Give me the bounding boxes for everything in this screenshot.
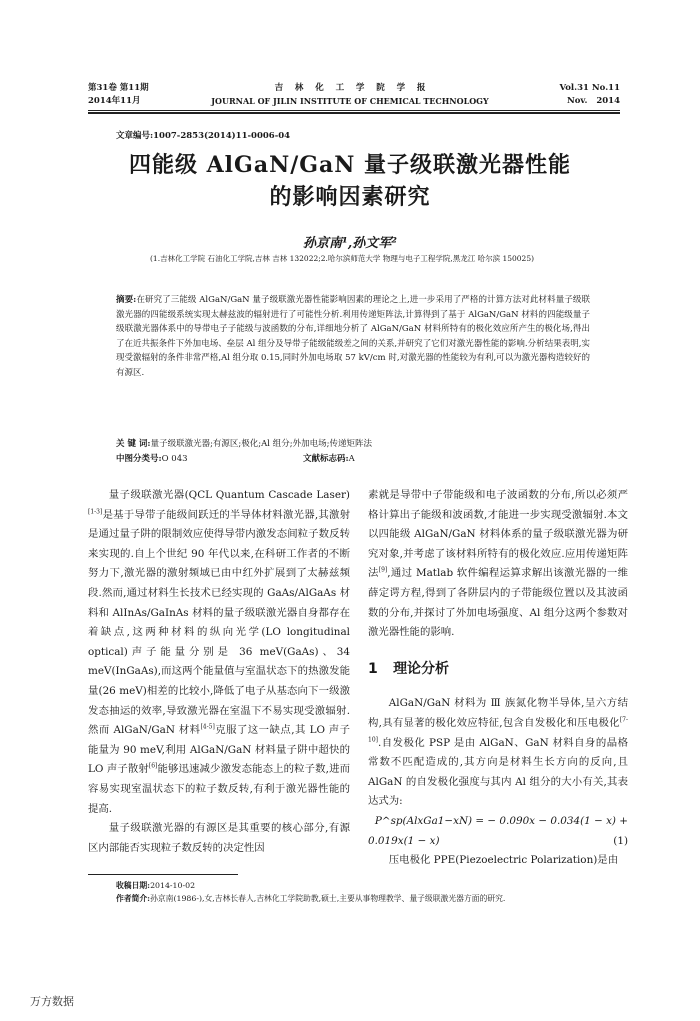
footnote-received [116,880,596,892]
section-title: 理论分析 [393,660,450,677]
equation-1-line1: P^sp(AlxGa1−xN) = − 0.090x − 0.034(1 − x) + [374,814,628,827]
bio-text: 孙京南(1986-),女,吉林长春人,吉林化工学院助教,硕士,主要从事物理教学、量子级联激光器方面的研究. [150,894,506,903]
doc-code-label: 文献标志码: [302,454,349,464]
classification-row [116,452,590,466]
date-en: Nov. 2014 [566,96,620,106]
journal-name-cn: 吉 林 化 工 学 院 学 报 [274,83,426,93]
citation-7-10: [7-10] [368,716,628,744]
header-rule-thick [88,112,620,114]
footnote-author-bio [116,893,596,905]
abstract-text: 在研究了三能级 AlGaN/GaN 量子级联激光器性能影响因素的理论之上,进一步采用了严格的计算方法对此材料量子级联激光器的四能级系统实现太赫兹波的辐射进行了可能性分析.利用传递矩阵法,计算得到了基于 AlGaN/GaN 材料的四能级量子级联激光器体系中的导带电子子能级与波函数的分布,详细地分析了 AlGaN/GaN 材料所特有的极化效应所产生的极化场,得出了在近共振条件下外加电场、垒层 Al 组分及导带子能级能级差之间的关系,并研究了它们对激光器性能的影响.分析结果表明,实现受激辐射的条件非常严格,Al 组分取 0.15,同时外加电场取 57 kV/cm 时,对激光器的性能较为有利,可以为激光器构造较好的有源区. [116,295,590,378]
intro-paragraph-1: 量子级联激光器(QCL Quantum Cascade Laser)[1-3]是基于导带子能级间跃迁的半导体材料激光器,其激射是通过量子阱的限制效应使得导带内激发态间粒子数反转来实现的.自上个世纪 90 年代以来,在科研工作者的不断努力下,激光器的激射频域已由中红外扩展到了太赫兹频段.然而,通过材料生长技术已经实现的 GaAs/AlGaAs 材料和 AlInAs/GaInAs 材料的量子级联激光器自身都存在着缺点,这两种材料的纵向光学(LO longitudinal optical)声子能量分别是 36 meV(GaAs)、34 meV(InGaAs),而这两个能量值与室温状态下的热激发能量(26 meV)相差的比较小,降低了电子从基态向下一级激发态抽运的效率,导致激光器在室温下不易实现受激辐射.然而 AlGaN/GaN 材料[4-5]克服了这一缺点,其 LO 声子能量为 90 meV,利用 AlGaN/GaN 材料量子阱中超快的 LO 声子散射[6]能够迅速减少激发态能态上的粒子数,进而容易实现室温状态下的粒子数反转,有利于激光器性能的提高. [88,489,351,815]
theory-paragraph-2: 压电极化 PPE(Piezoelectric Polarization)是由 [388,854,619,867]
doc-code-value: A [348,454,355,464]
article-number: 文章编号:1007-2853(2014)11-0006-04 [116,131,291,141]
journal-name-en: JOURNAL OF JILIN INSTITUTE OF CHEMICAL TECHNOLOGY [211,96,489,106]
citation-9: [9] [378,566,388,574]
authors: 孙京南¹,孙文军² [303,236,397,251]
received-label: 收稿日期: [116,881,151,890]
citation-1-3: [1-3] [88,508,103,516]
header-rule-thin [88,110,620,111]
left-column [88,486,350,858]
theory-paragraph-1: AlGaN/GaN 材料为 Ⅲ 族氮化物半导体,呈六方结构,具有显著的极化效应特征,包含自发极化和压电极化[7-10].自发极化 PSP 是由 AlGaN、GaN 材料自身的晶格常数不匹配造成的,其方向是材料生长方向的反向,且 AlGaN 的自发极化强度与其内 Al 组分的大小有关,其表达式为: [368,697,628,808]
right-column [368,486,628,871]
watermark: 万方数据 [30,995,74,1008]
intro-paragraph-continued: 素就是导带中子带能级和电子波函数的分布,所以必须严格计算出子能级和波函数,才能进一步实现受激辐射.本文以四能级 AlGaN/GaN 材料体系的量子级联激光器为研究对象,并考虑了该材料所特有的极化效应.应用传递矩阵法[9],通过 Matlab 软件编程运算求解出该激光器的一维薛定谔方程,得到了各阱层内的子带能级位置以及其波函数的分布,并探讨了外加电场强度、Al 组分这两个参数对激光器性能的影响. [368,489,629,639]
section-heading [368,660,628,681]
keywords-label: 关 键 词: [116,439,151,449]
intro-paragraph-2: 量子级联激光器的有源区是其重要的核心部分,有源区内部能否实现粒子数反转的决定性因 [88,822,350,854]
volume-issue-cn: 第31卷 第11期 [88,83,149,93]
paper-title-line2: 的影响因素研究 [269,184,431,210]
clc-label: 中图分类号: [116,454,162,464]
section-number: 1 [368,660,378,677]
keywords [116,437,590,451]
abstract [116,293,590,380]
abstract-label: 摘要: [116,295,137,305]
footnote-rule [88,874,238,875]
citation-6: [6] [148,762,158,770]
equation-number: (1) [613,834,628,847]
equation-1-line2: 0.019x(1 − x) (1) [368,832,628,852]
received-date: 2014-10-02 [150,881,196,890]
bio-label: 作者简介: [116,894,151,903]
keywords-text: 量子级联激光器;有源区;极化;Al 组分;外加电场;传递矩阵法 [150,439,372,449]
affiliation: (1.吉林化工学院 石油化工学院,吉林 吉林 132022;2.哈尔滨师范大学 物理与电子工程学院,黑龙江 哈尔滨 150025) [150,254,535,263]
citation-4-5: [4-5] [200,723,215,731]
volume-issue-en: Vol.31 No.11 [559,83,620,93]
paper-title-line1: 四能级 AlGaN/GaN 量子级联激光器性能 [128,152,572,178]
clc-value: O 043 [161,454,188,464]
date-cn: 2014年11月 [88,96,141,106]
